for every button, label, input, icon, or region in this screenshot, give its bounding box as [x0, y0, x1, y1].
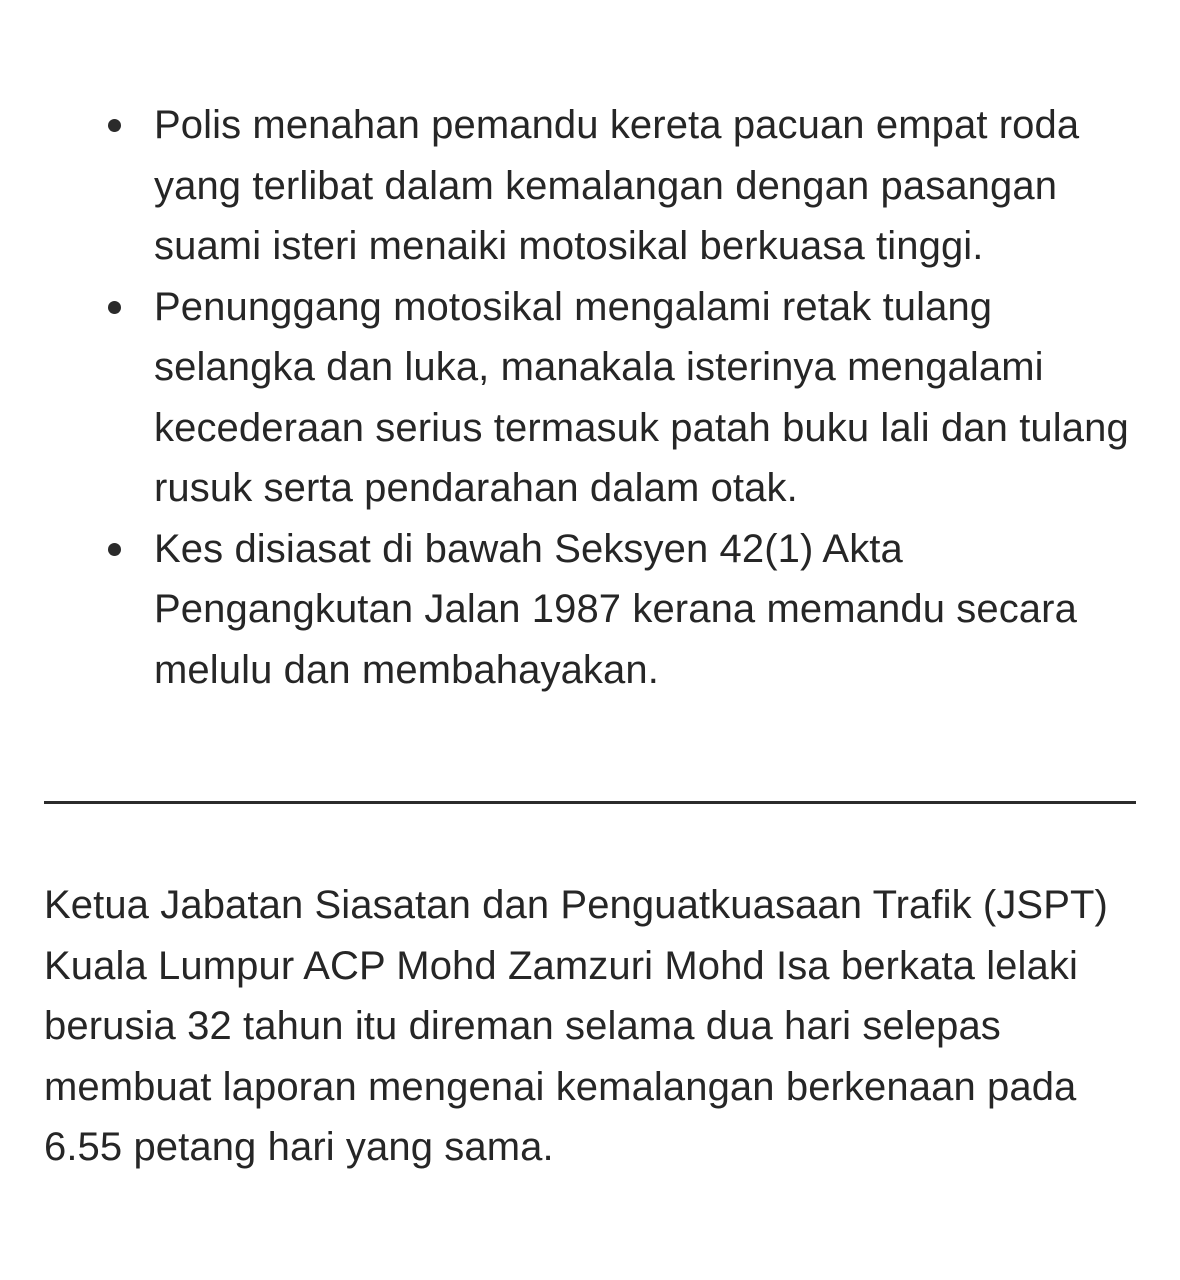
- summary-bullet-list: [44, 95, 1154, 700]
- summary-point-text: Penunggang motosikal mengalami retak tulang selangka dan luka, manakala isterinya mengalami kecederaan serius termasuk patah buku lali dan tulang rusuk serta pendarahan dalam otak.: [154, 284, 1129, 510]
- article-body-paragraph: Ketua Jabatan Siasatan dan Penguatkuasaan Trafik (JSPT) Kuala Lumpur ACP Mohd Zamzuri Mohd Isa berkata lelaki berusia 32 tahun itu direman selama dua hari selepas membuat laporan mengenai kemalangan berkenaan pada 6.55 petang hari yang sama.: [44, 883, 1108, 1169]
- section-divider: [44, 801, 1136, 804]
- summary-point-text: Kes disiasat di bawah Seksyen 42(1) Akta Pengangkutan Jalan 1987 kerana memandu secara melulu dan membahayakan.: [154, 526, 1077, 692]
- summary-point: [44, 519, 1154, 701]
- summary-point: [44, 277, 1154, 519]
- bullet-icon: [108, 301, 121, 314]
- summary-point-text: Polis menahan pemandu kereta pacuan empat roda yang terlibat dalam kemalangan dengan pasangan suami isteri menaiki motosikal berkuasa tinggi.: [154, 103, 1080, 268]
- bullet-icon: [108, 119, 121, 132]
- bullet-icon: [108, 543, 121, 556]
- summary-point: [44, 95, 1154, 277]
